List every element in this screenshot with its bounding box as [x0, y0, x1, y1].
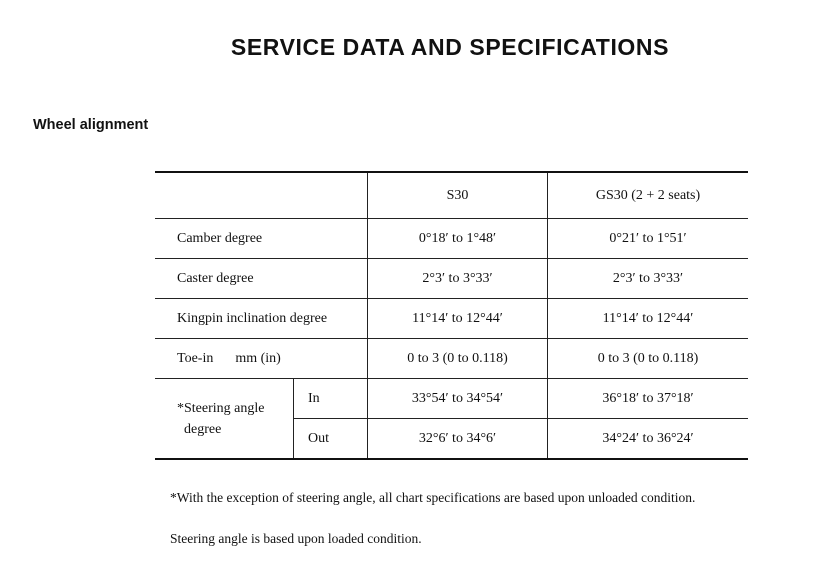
footnote-loaded: Steering angle is based upon loaded condition.	[170, 531, 422, 546]
header-gs30: GS30 (2 + 2 seats)	[548, 172, 749, 219]
table-row	[155, 379, 748, 419]
caster-s30: 2°3′ to 3°33′	[368, 259, 548, 299]
kingpin-gs30: 11°14′ to 12°44′	[548, 299, 749, 339]
steering-out-s30: 32°6′ to 34°6′	[368, 419, 548, 460]
row-label-camber: Camber degree	[155, 219, 368, 259]
header-s30: S30	[368, 172, 548, 219]
steering-out-label: Out	[294, 419, 368, 460]
header-blank-cell	[155, 172, 368, 219]
toe-in-s30: 0 to 3 (0 to 0.118)	[368, 339, 548, 379]
row-label-steering-angle	[155, 379, 294, 460]
steering-out-gs30: 34°24′ to 36°24′	[548, 419, 749, 460]
footnote-unloaded: *With the exception of steering angle, all chart specifications are based upon unloaded condition.	[170, 490, 696, 505]
kingpin-s30: 11°14′ to 12°44′	[368, 299, 548, 339]
table-row	[155, 259, 748, 299]
row-label-toe-in	[155, 339, 368, 379]
camber-gs30: 0°21′ to 1°51′	[548, 219, 749, 259]
page-title: SERVICE DATA AND SPECIFICATIONS	[230, 34, 670, 60]
steering-label-line1: *Steering angle	[177, 400, 265, 416]
table-row	[155, 299, 748, 339]
caster-gs30: 2°3′ to 3°33′	[548, 259, 749, 299]
table-header-row	[155, 172, 748, 219]
toe-in-label: Toe-in	[177, 350, 214, 366]
table-row	[155, 339, 748, 379]
steering-in-label: In	[294, 379, 368, 419]
table-row	[155, 219, 748, 259]
section-heading: Wheel alignment	[33, 117, 149, 133]
steering-in-gs30: 36°18′ to 37°18′	[548, 379, 749, 419]
steering-in-s30: 33°54′ to 34°54′	[368, 379, 548, 419]
wheel-alignment-table	[155, 171, 748, 460]
row-label-caster: Caster degree	[155, 259, 368, 299]
steering-label-line2: degree	[184, 421, 222, 437]
toe-in-gs30: 0 to 3 (0 to 0.118)	[548, 339, 749, 379]
camber-s30: 0°18′ to 1°48′	[368, 219, 548, 259]
toe-in-unit: mm (in)	[235, 350, 281, 366]
row-label-kingpin: Kingpin inclination degree	[155, 299, 368, 339]
